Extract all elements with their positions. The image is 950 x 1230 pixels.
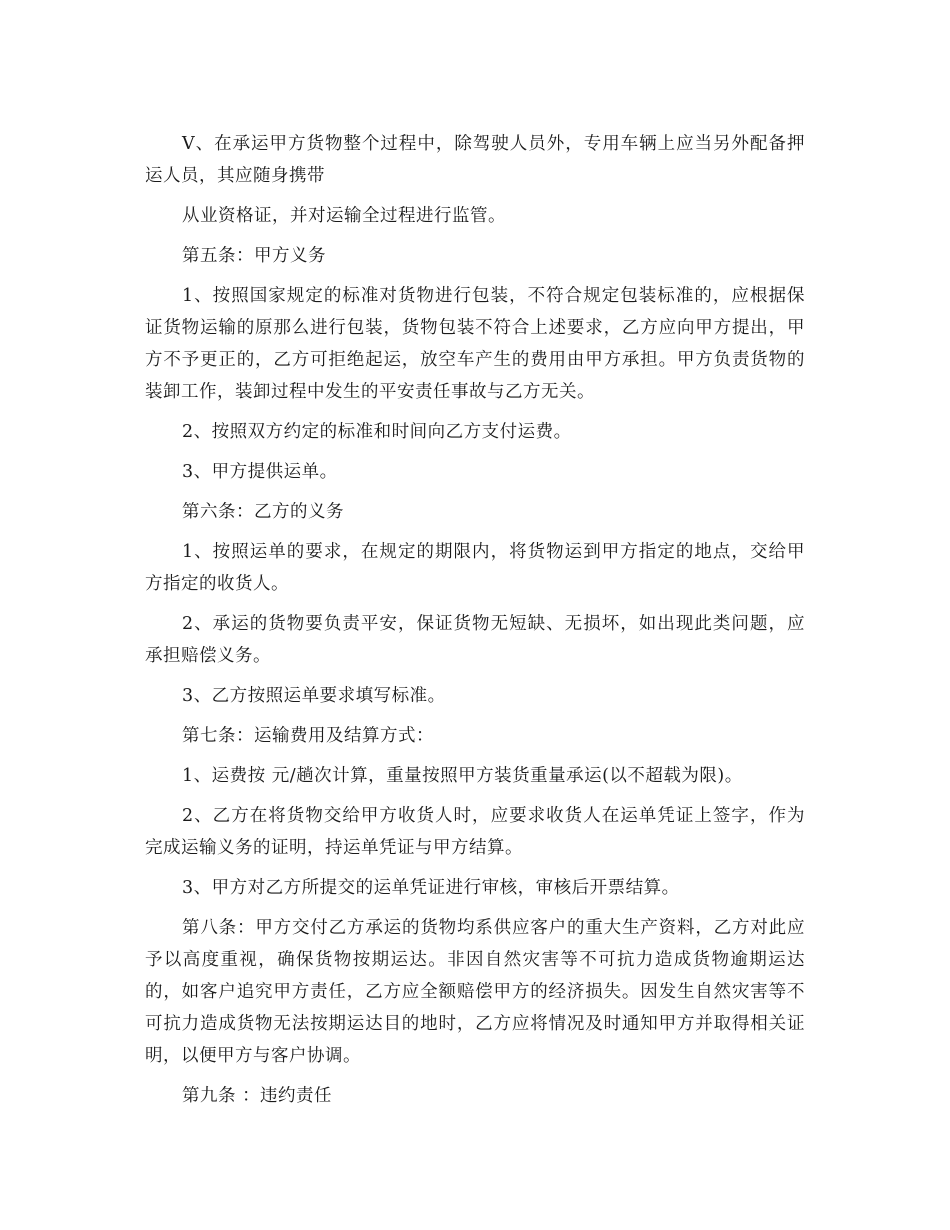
paragraph-article-8: 第八条：甲方交付乙方承运的货物均系供应客户的重大生产资料，乙方对此应予以高度重视，确保货物按期运达。非因自然灾害等不可抗力造成货物逾期运达的，如客户追究甲方责任，乙方应全额赔偿甲方的经济损失。因发生自然灾害等不可抗力造成货物无法按期运达目的地时，乙方应将情况及时通知甲方并取得相关证明，以便甲方与客户协调。 bbox=[145, 918, 805, 1066]
paragraph-article-5-item-2: 2、按照双方约定的标准和时间向乙方支付运费。 bbox=[182, 422, 572, 442]
heading-article-7: 第七条：运输费用及结算方式： bbox=[182, 726, 434, 746]
paragraph-article-5-item-1: 1、按照国家规定的标准对货物进行包装，不符合规定包装标准的，应根据保证货物运输的原那么进行包装，货物包装不符合上述要求，乙方应向甲方提出，甲方不予更正的，乙方可拒绝起运，放空车产生的费用由甲方承担。甲方负责货物的装卸工作，装卸过程中发生的平安责任事故与乙方无关。 bbox=[145, 286, 805, 402]
heading-article-6: 第六条：乙方的义务 bbox=[182, 502, 344, 522]
paragraph-qualification: 从业资格证，并对运输全过程进行监管。 bbox=[182, 206, 506, 226]
document-body bbox=[145, 128, 805, 1120]
paragraph-article-7-item-3: 3、甲方对乙方所提交的运单凭证进行审核，审核后开票结算。 bbox=[182, 878, 680, 898]
paragraph-article-6-item-2: 2、承运的货物要负责平安，保证货物无短缺、无损坏，如出现此类问题，应承担赔偿义务。 bbox=[145, 614, 805, 666]
paragraph-escort-personnel: Ⅴ、在承运甲方货物整个过程中，除驾驶人员外，专用车辆上应当另外配备押运人员，其应随身携带 bbox=[145, 134, 805, 186]
paragraph-article-7-item-2: 2、乙方在将货物交给甲方收货人时，应要求收货人在运单凭证上签字，作为完成运输义务的证明，持运单凭证与甲方结算。 bbox=[145, 806, 805, 858]
heading-article-9: 第九条 ：违约责任 bbox=[182, 1086, 333, 1106]
paragraph-article-5-item-3: 3、甲方提供运单。 bbox=[182, 462, 338, 482]
heading-article-5: 第五条：甲方义务 bbox=[182, 246, 326, 266]
paragraph-article-7-item-1: 1、运费按 元/趟次计算，重量按照甲方装货重量承运(以不超载为限)。 bbox=[182, 766, 743, 786]
paragraph-article-6-item-3: 3、乙方按照运单要求填写标准。 bbox=[182, 686, 446, 706]
paragraph-article-6-item-1: 1、按照运单的要求，在规定的期限内，将货物运到甲方指定的地点，交给甲方指定的收货人。 bbox=[145, 542, 805, 594]
